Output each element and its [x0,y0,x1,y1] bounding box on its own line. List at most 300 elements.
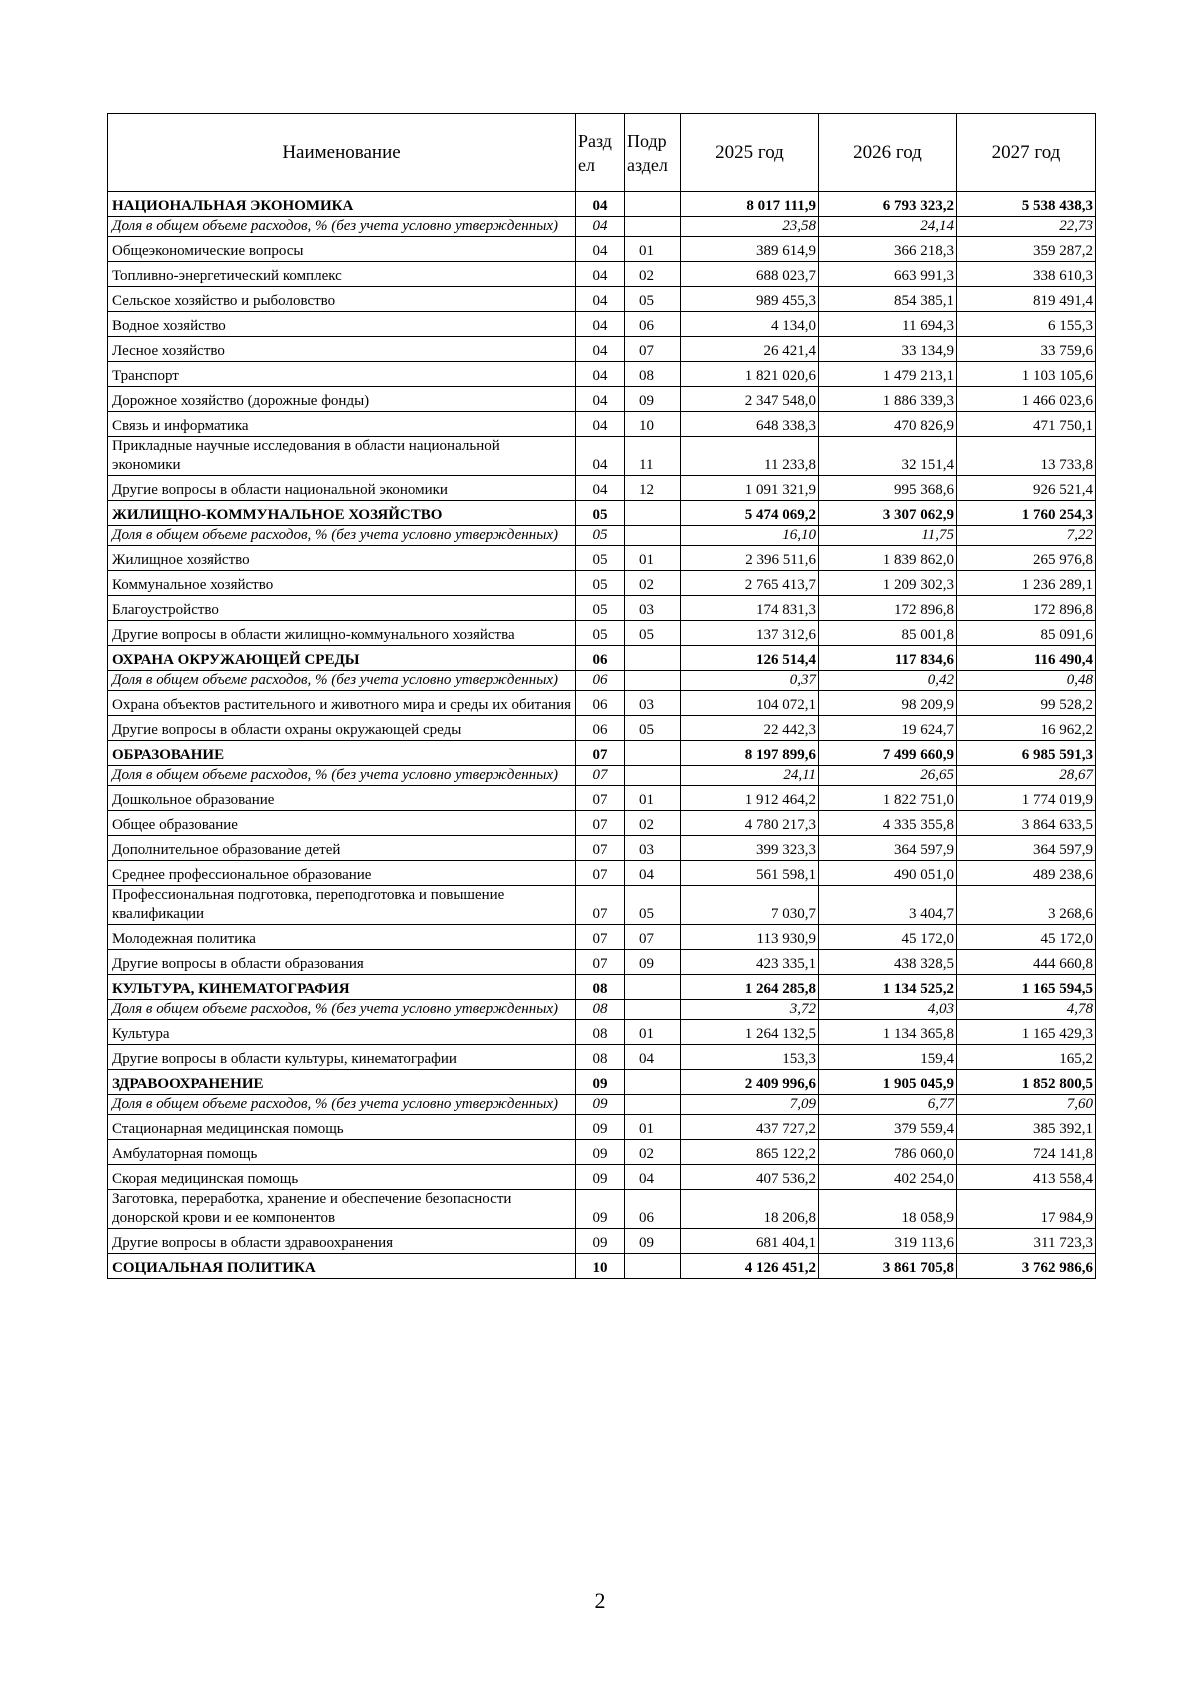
row-razdel: 09 [576,1115,625,1140]
row-razdel: 04 [576,387,625,412]
section-row [108,975,1096,1000]
row-name: НАЦИОНАЛЬНАЯ ЭКОНОМИКА [108,192,576,217]
row-podrazdel: 02 [625,262,681,287]
row-name: Стационарная медицинская помощь [108,1115,576,1140]
row-podrazdel [625,501,681,526]
row-razdel: 07 [576,786,625,811]
row-razdel: 07 [576,836,625,861]
table-row [108,1190,1096,1229]
row-value-2025: 1 912 464,2 [681,786,819,811]
section-row [108,741,1096,766]
row-podrazdel [625,192,681,217]
share-row [108,1095,1096,1115]
row-razdel: 04 [576,192,625,217]
row-razdel: 07 [576,766,625,786]
row-value-2026: 32 151,4 [819,437,957,476]
table-row [108,1020,1096,1045]
row-name: Молодежная политика [108,925,576,950]
row-value-2025: 126 514,4 [681,646,819,671]
row-value-2026: 438 328,5 [819,950,957,975]
row-value-2025: 113 930,9 [681,925,819,950]
row-name: Профессиональная подготовка, переподготовка и повышение квалификации [108,886,576,925]
row-value-2026: 366 218,3 [819,237,957,262]
row-razdel: 04 [576,262,625,287]
row-value-2026: 3 861 705,8 [819,1254,957,1279]
row-podrazdel: 05 [625,287,681,312]
row-podrazdel: 09 [625,1229,681,1254]
row-value-2027: 45 172,0 [957,925,1096,950]
row-value-2025: 4 126 451,2 [681,1254,819,1279]
row-podrazdel: 01 [625,1020,681,1045]
row-value-2025: 7 030,7 [681,886,819,925]
row-value-2025: 137 312,6 [681,621,819,646]
row-value-2027: 338 610,3 [957,262,1096,287]
row-value-2026: 11,75 [819,526,957,546]
row-name: Другие вопросы в области охраны окружающей среды [108,716,576,741]
row-razdel: 04 [576,287,625,312]
row-name: Амбулаторная помощь [108,1140,576,1165]
row-podrazdel [625,975,681,1000]
row-value-2026: 3 307 062,9 [819,501,957,526]
row-podrazdel [625,671,681,691]
row-value-2027: 265 976,8 [957,546,1096,571]
row-razdel: 08 [576,1020,625,1045]
row-value-2027: 4,78 [957,1000,1096,1020]
row-value-2025: 7,09 [681,1095,819,1115]
row-razdel: 07 [576,886,625,925]
table-row [108,312,1096,337]
row-name: Дошкольное образование [108,786,576,811]
row-name: Связь и информатика [108,412,576,437]
row-value-2025: 18 206,8 [681,1190,819,1229]
row-value-2026: 364 597,9 [819,836,957,861]
row-razdel: 07 [576,950,625,975]
row-name: Лесное хозяйство [108,337,576,362]
row-name: Другие вопросы в области культуры, кинематографии [108,1045,576,1070]
row-name: Дорожное хозяйство (дорожные фонды) [108,387,576,412]
row-name: Доля в общем объеме расходов, % (без учета условно утвержденных) [108,671,576,691]
row-value-2027: 819 491,4 [957,287,1096,312]
row-value-2027: 3 268,6 [957,886,1096,925]
table-row [108,287,1096,312]
row-value-2026: 663 991,3 [819,262,957,287]
row-podrazdel [625,1000,681,1020]
row-value-2025: 104 072,1 [681,691,819,716]
row-value-2026: 85 001,8 [819,621,957,646]
row-value-2026: 1 134 365,8 [819,1020,957,1045]
row-name: Другие вопросы в области национальной экономики [108,476,576,501]
table-row [108,1140,1096,1165]
row-value-2026: 33 134,9 [819,337,957,362]
row-podrazdel: 02 [625,571,681,596]
row-podrazdel: 04 [625,861,681,886]
row-value-2026: 1 479 213,1 [819,362,957,387]
row-podrazdel: 01 [625,546,681,571]
row-value-2026: 24,14 [819,217,957,237]
row-value-2025: 8 197 899,6 [681,741,819,766]
row-value-2026: 7 499 660,9 [819,741,957,766]
row-name: Среднее профессиональное образование [108,861,576,886]
row-value-2027: 1 774 019,9 [957,786,1096,811]
row-podrazdel [625,1254,681,1279]
row-value-2026: 11 694,3 [819,312,957,337]
header-name: Наименование [108,114,576,192]
row-value-2027: 13 733,8 [957,437,1096,476]
row-value-2027: 724 141,8 [957,1140,1096,1165]
row-value-2026: 45 172,0 [819,925,957,950]
row-name: Заготовка, переработка, хранение и обеспечение безопасности донорской крови и ее компонентов [108,1190,576,1229]
row-value-2025: 3,72 [681,1000,819,1020]
row-value-2027: 33 759,6 [957,337,1096,362]
row-name: Охрана объектов растительного и животного мира и среды их обитания [108,691,576,716]
row-value-2025: 26 421,4 [681,337,819,362]
row-razdel: 07 [576,811,625,836]
row-value-2025: 865 122,2 [681,1140,819,1165]
row-value-2026: 1 822 751,0 [819,786,957,811]
share-row [108,217,1096,237]
table-row [108,1115,1096,1140]
row-value-2027: 1 852 800,5 [957,1070,1096,1095]
section-row [108,192,1096,217]
row-podrazdel: 05 [625,621,681,646]
row-value-2026: 1 209 302,3 [819,571,957,596]
row-name: СОЦИАЛЬНАЯ ПОЛИТИКА [108,1254,576,1279]
row-value-2025: 2 347 548,0 [681,387,819,412]
row-razdel: 04 [576,362,625,387]
row-razdel: 09 [576,1229,625,1254]
row-razdel: 10 [576,1254,625,1279]
budget-table [107,113,1096,1279]
row-podrazdel: 04 [625,1165,681,1190]
row-podrazdel [625,217,681,237]
row-podrazdel: 09 [625,950,681,975]
row-value-2025: 2 396 511,6 [681,546,819,571]
row-razdel: 04 [576,476,625,501]
row-name: Общеэкономические вопросы [108,237,576,262]
row-value-2025: 1 821 020,6 [681,362,819,387]
row-value-2025: 423 335,1 [681,950,819,975]
row-podrazdel: 05 [625,886,681,925]
table-row [108,621,1096,646]
row-razdel: 06 [576,671,625,691]
row-value-2027: 7,60 [957,1095,1096,1115]
row-name: Доля в общем объеме расходов, % (без учета условно утвержденных) [108,217,576,237]
row-name: Водное хозяйство [108,312,576,337]
section-row [108,1070,1096,1095]
row-value-2027: 0,48 [957,671,1096,691]
row-value-2025: 681 404,1 [681,1229,819,1254]
header-2026: 2026 год [819,114,957,192]
row-value-2027: 1 760 254,3 [957,501,1096,526]
row-value-2027: 1 103 105,6 [957,362,1096,387]
row-razdel: 07 [576,741,625,766]
row-value-2025: 16,10 [681,526,819,546]
section-row [108,501,1096,526]
header-2025: 2025 год [681,114,819,192]
table-row [108,950,1096,975]
page-number: 2 [594,1588,606,1613]
row-value-2027: 116 490,4 [957,646,1096,671]
row-name: Общее образование [108,811,576,836]
table-row [108,476,1096,501]
row-razdel: 04 [576,412,625,437]
row-podrazdel: 09 [625,387,681,412]
row-razdel: 04 [576,337,625,362]
row-podrazdel [625,1070,681,1095]
row-podrazdel: 03 [625,836,681,861]
row-value-2027: 1 466 023,6 [957,387,1096,412]
row-value-2027: 1 165 429,3 [957,1020,1096,1045]
row-value-2027: 359 287,2 [957,237,1096,262]
row-name: Коммунальное хозяйство [108,571,576,596]
row-value-2025: 2 765 413,7 [681,571,819,596]
row-razdel: 07 [576,925,625,950]
row-value-2026: 379 559,4 [819,1115,957,1140]
row-value-2026: 159,4 [819,1045,957,1070]
row-podrazdel: 04 [625,1045,681,1070]
row-podrazdel [625,526,681,546]
row-value-2025: 399 323,3 [681,836,819,861]
row-value-2025: 4 780 217,3 [681,811,819,836]
row-value-2026: 1 839 862,0 [819,546,957,571]
row-value-2025: 153,3 [681,1045,819,1070]
row-value-2025: 1 264 132,5 [681,1020,819,1045]
row-podrazdel: 06 [625,1190,681,1229]
row-razdel: 04 [576,312,625,337]
row-podrazdel: 02 [625,811,681,836]
row-podrazdel: 08 [625,362,681,387]
row-razdel: 05 [576,546,625,571]
row-value-2025: 389 614,9 [681,237,819,262]
row-value-2025: 174 831,3 [681,596,819,621]
table-row [108,886,1096,925]
row-podrazdel: 12 [625,476,681,501]
row-value-2026: 6,77 [819,1095,957,1115]
row-value-2027: 7,22 [957,526,1096,546]
row-name: Сельское хозяйство и рыболовство [108,287,576,312]
row-value-2025: 24,11 [681,766,819,786]
row-value-2026: 4,03 [819,1000,957,1020]
row-podrazdel: 11 [625,437,681,476]
row-value-2025: 407 536,2 [681,1165,819,1190]
share-row [108,526,1096,546]
row-razdel: 05 [576,596,625,621]
row-value-2025: 648 338,3 [681,412,819,437]
row-value-2027: 6 155,3 [957,312,1096,337]
row-value-2025: 8 017 111,9 [681,192,819,217]
row-value-2026: 1 134 525,2 [819,975,957,1000]
row-podrazdel: 07 [625,925,681,950]
row-podrazdel: 01 [625,237,681,262]
row-value-2027: 165,2 [957,1045,1096,1070]
row-name: ЗДРАВООХРАНЕНИЕ [108,1070,576,1095]
row-value-2026: 854 385,1 [819,287,957,312]
row-name: Благоустройство [108,596,576,621]
row-value-2026: 470 826,9 [819,412,957,437]
header-2027: 2027 год [957,114,1096,192]
row-podrazdel [625,766,681,786]
row-value-2027: 6 985 591,3 [957,741,1096,766]
row-value-2026: 319 113,6 [819,1229,957,1254]
row-value-2026: 26,65 [819,766,957,786]
row-value-2026: 786 060,0 [819,1140,957,1165]
row-podrazdel: 05 [625,716,681,741]
table-row [108,1229,1096,1254]
table-row [108,262,1096,287]
row-value-2026: 402 254,0 [819,1165,957,1190]
row-value-2026: 172 896,8 [819,596,957,621]
row-name: Прикладные научные исследования в области национальной экономики [108,437,576,476]
table-row [108,716,1096,741]
row-value-2025: 22 442,3 [681,716,819,741]
row-podrazdel: 03 [625,596,681,621]
row-value-2026: 1 905 045,9 [819,1070,957,1095]
share-row [108,671,1096,691]
row-podrazdel: 01 [625,786,681,811]
table-row [108,786,1096,811]
row-value-2026: 1 886 339,3 [819,387,957,412]
row-value-2025: 688 023,7 [681,262,819,287]
row-name: Культура [108,1020,576,1045]
table-row [108,1165,1096,1190]
row-value-2027: 444 660,8 [957,950,1096,975]
row-podrazdel [625,646,681,671]
table-row [108,237,1096,262]
row-name: Доля в общем объеме расходов, % (без учета условно утвержденных) [108,1000,576,1020]
row-razdel: 09 [576,1140,625,1165]
row-value-2027: 16 962,2 [957,716,1096,741]
row-value-2025: 1 264 285,8 [681,975,819,1000]
row-value-2025: 4 134,0 [681,312,819,337]
row-podrazdel [625,1095,681,1115]
header-razdel: Разд ел [576,114,625,192]
row-name: КУЛЬТУРА, КИНЕМАТОГРАФИЯ [108,975,576,1000]
table-row [108,925,1096,950]
row-value-2027: 5 538 438,3 [957,192,1096,217]
row-name: Доля в общем объеме расходов, % (без учета условно утвержденных) [108,766,576,786]
table-row [108,691,1096,716]
row-value-2026: 19 624,7 [819,716,957,741]
header-podrazdel: Подр аздел [625,114,681,192]
table-row [108,362,1096,387]
row-name: Скорая медицинская помощь [108,1165,576,1190]
row-value-2027: 471 750,1 [957,412,1096,437]
row-podrazdel: 01 [625,1115,681,1140]
row-value-2027: 311 723,3 [957,1229,1096,1254]
row-value-2026: 117 834,6 [819,646,957,671]
table-row [108,1045,1096,1070]
row-value-2025: 561 598,1 [681,861,819,886]
row-value-2027: 22,73 [957,217,1096,237]
table-row [108,571,1096,596]
row-razdel: 07 [576,861,625,886]
row-value-2026: 18 058,9 [819,1190,957,1229]
row-razdel: 08 [576,1045,625,1070]
row-value-2026: 6 793 323,2 [819,192,957,217]
row-name: Другие вопросы в области здравоохранения [108,1229,576,1254]
row-value-2027: 17 984,9 [957,1190,1096,1229]
row-value-2025: 989 455,3 [681,287,819,312]
table-row [108,337,1096,362]
row-value-2027: 3 762 986,6 [957,1254,1096,1279]
row-value-2027: 172 896,8 [957,596,1096,621]
row-value-2027: 489 238,6 [957,861,1096,886]
row-name: Жилищное хозяйство [108,546,576,571]
row-razdel: 06 [576,646,625,671]
row-name: Доля в общем объеме расходов, % (без учета условно утвержденных) [108,526,576,546]
table-row [108,811,1096,836]
row-value-2027: 3 864 633,5 [957,811,1096,836]
row-value-2027: 926 521,4 [957,476,1096,501]
row-value-2025: 11 233,8 [681,437,819,476]
row-podrazdel [625,741,681,766]
row-value-2025: 1 091 321,9 [681,476,819,501]
row-name: Транспорт [108,362,576,387]
row-razdel: 08 [576,975,625,1000]
table-row [108,546,1096,571]
row-podrazdel: 02 [625,1140,681,1165]
table-row [108,437,1096,476]
row-value-2025: 23,58 [681,217,819,237]
row-name: ОБРАЗОВАНИЕ [108,741,576,766]
row-value-2025: 5 474 069,2 [681,501,819,526]
table-header-row [108,114,1096,192]
row-razdel: 05 [576,621,625,646]
row-value-2025: 2 409 996,6 [681,1070,819,1095]
table-row [108,387,1096,412]
row-podrazdel: 07 [625,337,681,362]
row-value-2025: 0,37 [681,671,819,691]
row-name: Дополнительное образование детей [108,836,576,861]
row-razdel: 06 [576,691,625,716]
row-podrazdel: 10 [625,412,681,437]
row-razdel: 09 [576,1190,625,1229]
row-value-2026: 4 335 355,8 [819,811,957,836]
row-razdel: 09 [576,1095,625,1115]
section-row [108,646,1096,671]
row-razdel: 09 [576,1165,625,1190]
row-name: Топливно-энергетический комплекс [108,262,576,287]
row-value-2027: 28,67 [957,766,1096,786]
row-razdel: 04 [576,437,625,476]
row-value-2027: 364 597,9 [957,836,1096,861]
row-value-2026: 490 051,0 [819,861,957,886]
table-row [108,861,1096,886]
row-name: Другие вопросы в области жилищно-коммунального хозяйства [108,621,576,646]
row-razdel: 04 [576,217,625,237]
row-value-2027: 385 392,1 [957,1115,1096,1140]
row-razdel: 05 [576,526,625,546]
row-value-2026: 0,42 [819,671,957,691]
row-value-2027: 413 558,4 [957,1165,1096,1190]
table-row [108,596,1096,621]
share-row [108,766,1096,786]
row-name: ЖИЛИЩНО-КОММУНАЛЬНОЕ ХОЗЯЙСТВО [108,501,576,526]
row-razdel: 08 [576,1000,625,1020]
row-podrazdel: 03 [625,691,681,716]
row-name: ОХРАНА ОКРУЖАЮЩЕЙ СРЕДЫ [108,646,576,671]
row-razdel: 04 [576,237,625,262]
row-value-2027: 1 165 594,5 [957,975,1096,1000]
row-value-2027: 1 236 289,1 [957,571,1096,596]
row-name: Другие вопросы в области образования [108,950,576,975]
row-value-2027: 99 528,2 [957,691,1096,716]
row-value-2027: 85 091,6 [957,621,1096,646]
row-value-2026: 995 368,6 [819,476,957,501]
row-razdel: 05 [576,501,625,526]
row-razdel: 09 [576,1070,625,1095]
row-value-2026: 98 209,9 [819,691,957,716]
